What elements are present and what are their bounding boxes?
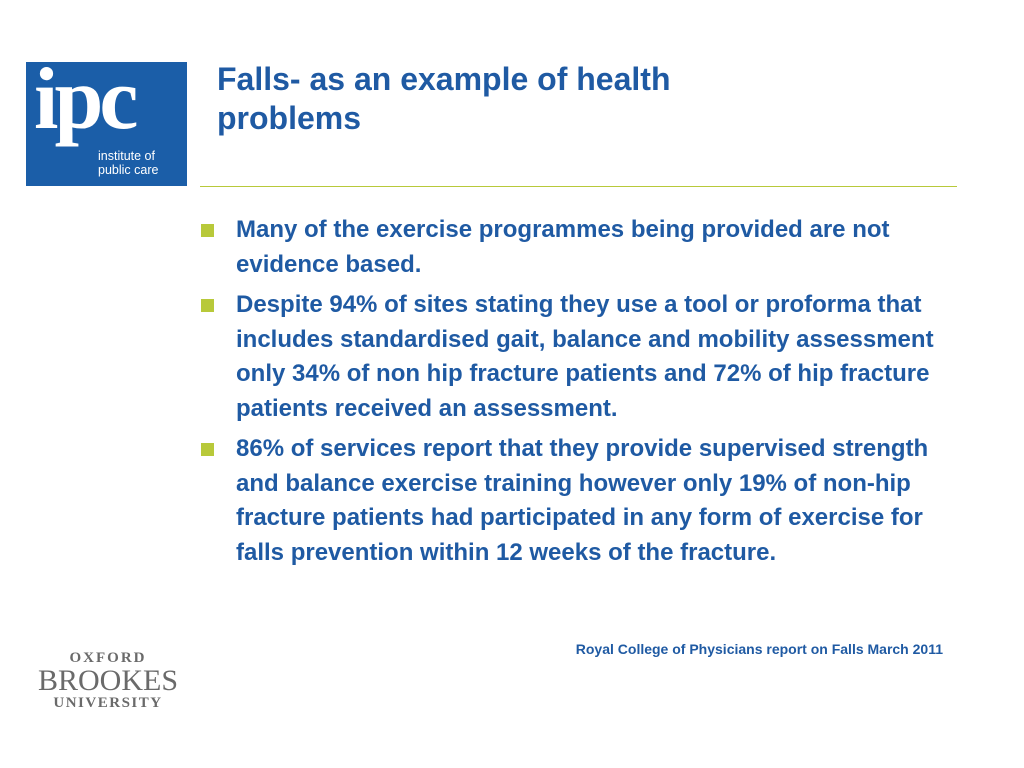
ipc-logo-line1: institute of: [98, 149, 155, 163]
slide-title-line1: Falls- as an example of health: [217, 61, 671, 97]
oxford-brookes-logo: [33, 650, 183, 712]
slide-title: [217, 60, 957, 138]
bullet-item: [200, 288, 960, 426]
square-bullet-icon: [201, 443, 214, 456]
ipc-logo: [26, 51, 187, 186]
bullet-item: [200, 213, 960, 282]
ipc-logo-letters: ipc: [34, 51, 135, 148]
bullet-item: [200, 432, 960, 570]
bullet-text: 86% of services report that they provide supervised strength and balance exercise training however only 19% of non-hip fracture patients had participated in any form of exercise for falls prevention within 12 weeks of the fracture.: [236, 435, 929, 566]
ipc-logo-line2: public care: [98, 163, 159, 177]
square-bullet-icon: [201, 299, 214, 312]
citation: Royal College of Physicians report on Falls March 2011: [575, 641, 943, 657]
brookes-logo-line3: UNIVERSITY: [53, 695, 163, 711]
bullet-list: [200, 213, 960, 576]
bullet-text: Despite 94% of sites stating they use a tool or proforma that includes standardised gait, balance and mobility assessment only 34% of non hip fracture patients and 72% of hip fracture patients received an assessment.: [236, 291, 934, 422]
title-divider: [200, 186, 957, 187]
brookes-logo-line2: BROOKES: [37, 664, 179, 697]
ipc-logo-subtitle: [98, 149, 158, 177]
square-bullet-icon: [201, 224, 214, 237]
bullet-text: Many of the exercise programmes being provided are not evidence based.: [236, 216, 890, 278]
brookes-logo-line1: OXFORD: [69, 650, 147, 666]
slide-title-line2: problems: [217, 100, 362, 136]
